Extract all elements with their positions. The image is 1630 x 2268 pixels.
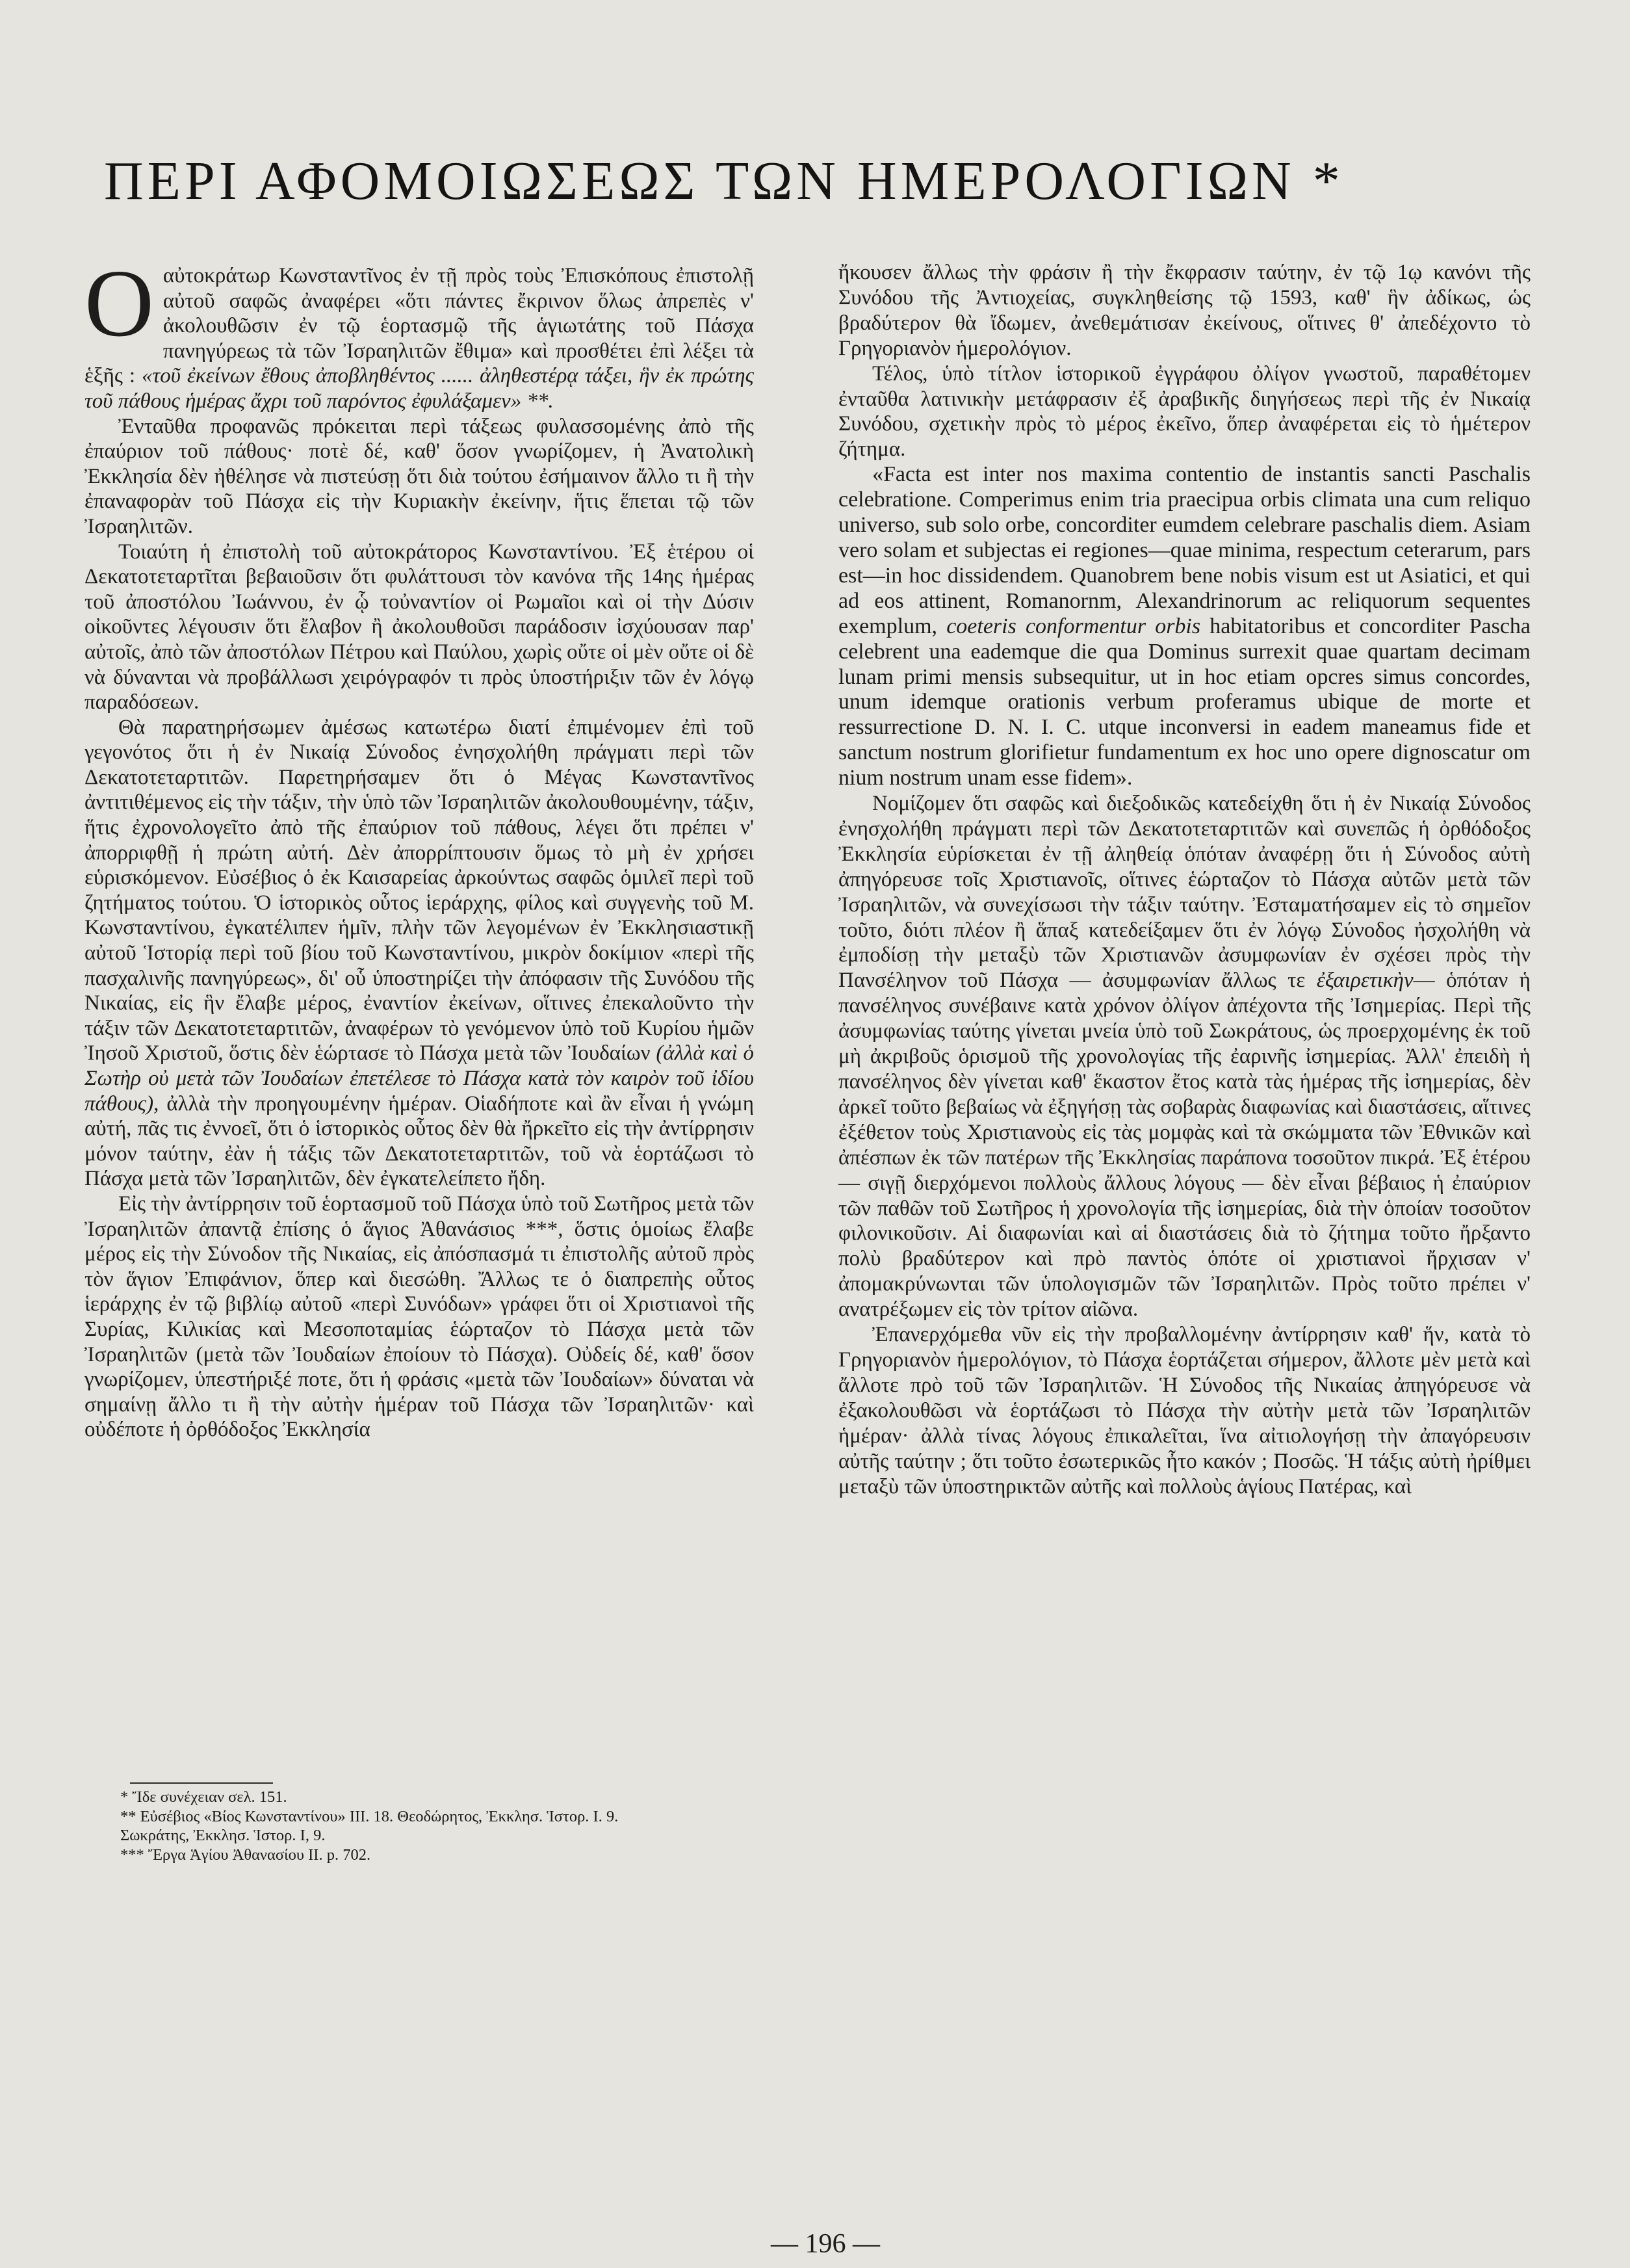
latin-text: «Facta est inter nos maxima contentio de instantis sancti Paschalis celebratione. Comperimus enim tria praecipua orbis climata una cum reliquo universo, sub solo orbe, concorditer eumdem celebrare paschalis diem. Asiam vero solam et subjectas ei regiones—quae minima, respectum ceterarum, pars est—in hoc dissidendem. Quanobrem bene nobis visum est ut Asiatici, et qui ad eos attinent, Romanornm, Alexandrinorum ac reliquorum sequentes exemplum, (838, 462, 1531, 638)
footnote: * Ἴδε συνέχειαν σελ. 151. (120, 1788, 287, 1806)
paragraph-text: — ὁπόταν ἡ πανσέληνος συνέβαινε κατὰ χρόνον ὀλίγον ἀπέχοντα τῆς Ἰσημερίας. Περὶ τῆς ἀσυμφωνίας ταύτης γίνεται μνεία ὑπὸ τοῦ Σωκράτους, ὡς προερχομένης ἐκ τοῦ μὴ ἀκριβοῦς ὁρισμοῦ τῆς χρονολογίας τῆς ἐαρινῆς ἰσημερίας. Ἀλλ' ἐπειδὴ ἡ πανσέληνος δὲν γίνεται καθ' ἕκαστον ἔτος κατὰ τὰς ἡμέρας τῆς ἰσημερίας, δὲν ἀρκεῖ τοῦτο βεβαίως νὰ ἐξηγήσῃ τὰς σοβαρὰς διαφωνίας καὶ διαστάσεις, αἵτινες ἐξέθετον τοὺς Χριστιανοὺς εἰς τὰς μομφὰς καὶ τὰ σκώμματα τῶν Ἐθνικῶν καὶ ἀπέσπων ἐκ τῶν πατέρων τῆς Ἐκκλησίας παράπονα τοσοῦτον πικρά. Ἐξ ἑτέρου — σιγῇ διερχόμενοι πολλοὺς ἄλλους λόγους — δὲν εἶναι βέβαιος ἡ ἐπαύριον τῶν παθῶν τοῦ Σωτῆρος ἡ χρονολογία τῆς ἰσημερίας, διὰ τὴν ὁποίαν τοσοῦτον φιλονικοῦσιν. Αἱ διαφωνίαι καὶ αἱ διαστάσεις διὰ τὸ ζήτημα τοῦτο ἤρξαντο πολὺ βραδύτερον καὶ πρὸ παντὸς ὁπότε οἱ χριστιανοὶ ἤρχισαν ν' ἀπομακρύνωνται τῶν ὑπολογισμῶν τῶν Ἰσραηλιτῶν. Πρὸς τοῦτο πρέπει ν' ανατρέξωμεν εἰς τὸν τρίτον αἰῶνα. (838, 969, 1531, 1322)
paragraph: Εἰς τὴν ἀντίρρησιν τοῦ ἑορτασμοῦ τοῦ Πάσχα ὑπὸ τοῦ Σωτῆρος μετὰ τῶν Ἰσραηλιτῶν ἀπαντᾷ ἐπίσης ὁ ἅγιος Ἀθανάσιος ***, ὅστις ὁμοίως ἔλαβε μέρος εἰς τὴν Σύνοδον τῆς Νικαίας, εἰς ἀπόσπασμά τι ἐπιστολῆς αὐτοῦ πρὸς τὸν ἅγιον Ἐπιφάνιον, ὅπερ καὶ διεσώθη. Ἄλλως τε ὁ διαπρεπὴς οὗτος ἱεράρχης ἐν τῷ βιβλίῳ αὐτοῦ «περὶ Συνόδων» γράφει ὅτι οἱ Χριστιανοὶ τῆς Συρίας, Κιλικίας καὶ Μεσοποταμίας ἑώρταζον τὸ Πάσχα μετὰ τῶν Ἰσραηλιτῶν (μετὰ τῶν Ἰουδαίων ἐποίουν τὸ Πάσχα). Οὐδείς δέ, καθ' ὅσον γνωρίζομεν, ὑπεστήριξέ ποτε, ὅτι ἡ φράσις «μετὰ τῶν Ἰουδαίων» δύναται νὰ σημαίνῃ ἄλλο τι ἢ τὴν αὐτὴν ἡμέραν τοῦ Πάσχα τῶν Ἰσραηλιτῶν· καὶ οὐδέποτε ἡ ὀρθόδοξος Ἐκκλησία (84, 1192, 754, 1442)
left-column (84, 250, 755, 1442)
article-title: ΠΕΡΙ ΑΦΟΜΟΙΩΣΕΩΣ ΤΩΝ ΗΜΕΡΟΛΟΓΙΩΝ * (104, 151, 1344, 211)
latin-quotation (838, 462, 1531, 791)
paragraph (838, 791, 1531, 1322)
paragraph (84, 715, 754, 1192)
paragraph-text: Θὰ παρατηρήσωμεν ἀμέσως κατωτέρω διατί ἐπιμένομεν ἐπὶ τοῦ γεγονότος ὅτι ἡ ἐν Νικαίᾳ Σύνοδος ἐνησχολήθη πράγματι περὶ τῶν Δεκατοτεταρτιτῶν. Παρετηρήσαμεν ὅτι ὁ Μέγας Κωνσταντῖνος ἀντιτιθέμενος εἰς τὴν τάξιν, τὴν ὑπὸ τῶν Ἰσραηλιτῶν ἀκολουθουμένην, τάξιν, ἥτις ἐχρονολογεῖτο ἀπὸ τῆς ἐπαύριον τοῦ πάθους, λέγει ὅτι πρέπει ν' ἀπορριφθῇ ἡ πρώτη αὐτή. Δὲν ἀπορρίπτουσιν ὅμως τὸ μὴ ἐν χρήσει εὑρισκόμενον. Εὐσέβιος ὁ ἐκ Καισαρείας ἀρκούντως σαφῶς ὁμιλεῖ περὶ τοῦ ζητήματος τούτου. Ὁ ἱστορικὸς οὗτος ἱεράρχης, φίλος καὶ συγγενὴς τοῦ Μ. Κωνσταντίνου, ἐγκατέλιπεν ἡμῖν, πλὴν τῶν λεγομένων ἐν Ἐκκλησιαστικῇ αὐτοῦ Ἱστορίᾳ περὶ τοῦ βίου τοῦ Κωνσταντίνου, μικρὸν δοκίμιον «περὶ τῆς πασχαλινῆς πανηγύρεως», δι' οὗ ὑποστηρίζει τὴν ἀπόφασιν τῆς Συνόδου τῆς Νικαίας, εἰς ἣν ἔλαβε μέρος, ἐναντίον ἐκείνων, οἵτινες ἐπεκαλοῦντο τὴν τάξιν τῶν Δεκατοτεταρτιτῶν, ἀναφέρων τὸ γενόμενον ὑπὸ τοῦ Κυρίου ἡμῶν Ἰησοῦ Χριστοῦ, ὅστις δὲν ἑώρτασε τὸ Πάσχα μετὰ τῶν Ἰουδαίων (84, 715, 754, 1065)
paragraph (84, 250, 755, 414)
latin-text: habitatoribus et concorditer Pascha celebrent una eademque die qua Dominus surrexit quae quartam decimam lunam primi mensis subsequitur, ut in hoc etiam opcres simus concordes, unum idemque orationis verbum proferamus ubique de morte et ressurrectione D. N. I. C. utque inconversi in eadem maneamus fide et sanctum nostrum glorifietur fundamentum ex hoc uno opere dignoscatur om nium nostrum unam esse fidem». (838, 614, 1531, 790)
footnote: ** Εὐσέβιος «Βίος Κωνσταντίνου» ΙΙΙ. 18. Θεοδώρητος, Ἐκκλησ. Ἱστορ. Ι. 9. Σωκράτης, Ἐκκλησ. Ἱστορ. Ι, 9. (120, 1807, 619, 1844)
italic-quote: «τοῦ ἐκείνων ἔθους ἀποβληθέντος ...... ἀληθεστέρᾳ τάξει, ἣν ἐκ πρώτης τοῦ πάθους ἡμέρας ἄχρι τοῦ παρόντος ἐφυλάξαμεν» **. (84, 364, 755, 413)
italic-word: ἐξαιρετικὴν (1316, 969, 1414, 993)
italic-quote: (ἀλλὰ καὶ ὁ Σωτὴρ οὐ μετὰ τῶν Ἰουδαίων ἐπετέλεσε τὸ Πάσχα κατὰ τὸν καιρὸν τοῦ ἰδίου πάθους), (84, 1041, 754, 1115)
paragraph: ἤκουσεν ἄλλως τὴν φράσιν ἢ τὴν ἔκφρασιν ταύτην, ἐν τῷ 1ῳ κανόνι τῆς Συνόδου τῆς Ἀντιοχείας, συγκληθείσης τῷ 1593, καθ' ἣν ἀδίκως, ὡς βραδύτερον θὰ ἴδωμεν, ἀνεθεμάτισαν ἐκείνους, οἵτινες θ' ἀπεδέχοντο τὸ Γρηγοριανὸν ἡμερολόγιον. (838, 261, 1531, 360)
footnote-divider (130, 1782, 273, 1784)
latin-italic: coeteris conformentur orbis (946, 614, 1201, 638)
footnote: *** Ἔργα Ἁγίου Ἀθανασίου ΙΙ. p. 702. (120, 1845, 371, 1864)
drop-cap: Ο (84, 250, 154, 357)
footnotes (120, 1788, 679, 1864)
right-column (838, 260, 1531, 1499)
paragraph: Ἐπανερχόμεθα νῦν εἰς τὴν προβαλλομένην ἀντίρρησιν καθ' ἥν, κατὰ τὸ Γρηγοριανὸν ἡμερολόγιον, τὸ Πάσχα ἑορτάζεται σήμερον, ἄλλοτε μὲν μετὰ καὶ ἄλλοτε πρὸ τοῦ τῶν Ἰσραηλιτῶν. Ἡ Σύνοδος τῆς Νικαίας ἀπηγόρευσε νὰ ἐξακολουθῶσι νὰ ἑορτάζωσι τὸ Πάσχα τὴν αὐτὴν μετὰ τῶν Ἰσραηλιτῶν ἡμέραν· ἀλλὰ τίνας λόγους ἐπικαλεῖται, ἵνα αἰτιολογήσῃ τὴν ἀπαγόρευσιν αὐτῆς ταύτην ; ὅτι τοῦτο ἐσωτερικῶς ἦτο κακόν ; Ποσῶς. Ἡ τάξις αὐτὴ ἠρίθμει μεταξὺ τῶν ὑποστηρικτῶν αὐτῆς καὶ πολλοὺς ἁγίους Πατέρας, καὶ (838, 1323, 1531, 1498)
page-number: — 196 — (771, 2229, 880, 2259)
paragraph-text: ἀλλὰ τὴν προηγουμένην ἡμέραν. Οἱαδήποτε καὶ ἂν εἶναι ἡ γνώμη αὐτή, πᾶς τις ἐννοεῖ, ὅτι ὁ ἱστορικὸς οὗτος δὲν θὰ ἤρκεῖτο εἰς τὴν ἀντίρρησιν μόνον ταύτην, ἐὰν ἡ τάξις τῶν Δεκατοτεταρτιτῶν, τοῦ νὰ ἑορτάζωσι τὸ Πάσχα μετὰ τῶν Ἰσραηλιτῶν, δὲν ἐγκατελείπετο ἤδη. (84, 1091, 755, 1191)
paragraph: Τοιαύτη ἡ ἐπιστολὴ τοῦ αὐτοκράτορος Κωνσταντίνου. Ἐξ ἑτέρου οἱ Δεκατοτεταρτῖται βεβαιοῦσιν ὅτι φυλάττουσι τὸν κανόνα τῆς 14ης ἡμέρας τοῦ ἀποστόλου Ἰωάννου, ἐν ᾧ τοὐναντίον οἱ Ρωμαῖοι καὶ οἱ τὴν Δύσιν οἰκοῦντες λέγουσιν ὅτι ἔλαβον ἢ ἀκολουθοῦσι παράδοσιν ἰσχύουσαν παρ' αὐτοῖς, ἀπὸ τῶν ἀποστόλων Πέτρου καὶ Παύλου, χωρὶς οὔτε οἱ μὲν οὔτε οἱ δὲ νὰ δύνανται νὰ προβάλλωσι χειρόγραφόν τι πρὸς ὑποστήριξιν τῶν ἐν λόγῳ παραδόσεων. (84, 540, 754, 714)
paragraph: Τέλος, ὑπὸ τίτλον ἱστορικοῦ ἐγγράφου ὀλίγον γνωστοῦ, παραθέτομεν ἐνταῦθα λατινικὴν μετάφρασιν ἐξ ἀραβικῆς διηγήσεως περὶ τῆς ἐν Νικαίᾳ Συνόδου, σχετικὴν πρὸς τὸ μέρος ἐκεῖνο, ὅπερ ἀναφέρεται εἰς τὸ ἡμέτερον ζήτημα. (838, 361, 1531, 462)
paragraph-text: αὐτοκράτωρ Κωνσταντῖνος ἐν τῇ πρὸς τοὺς Ἐπισκόπους ἐπιστολῇ αὐτοῦ σαφῶς ἀναφέρει «ὅτι πάντες ἔκρινον ὅλως ἀπρεπὲς ν' ἀκολουθῶσιν ἐν τῷ ἑορτασμῷ τῆς ἁγιωτάτης τοῦ Πάσχα πανηγύρεως τὰ τῶν Ἰσραηλιτῶν ἔθιμα» καὶ προσθέτει ἐπὶ λέξει τὰ ἑξῆς : (84, 264, 754, 388)
paragraph-text: Νομίζομεν ὅτι σαφῶς καὶ διεξοδικῶς κατεδείχθη ὅτι ἡ ἐν Νικαίᾳ Σύνοδος ἐνησχολήθη πράγματι περὶ τῶν Δεκατοτεταρτιτῶν καὶ συνεπῶς ἡ ὀρθόδοξος Ἐκκλησία εὑρίσκεται ἐν τῇ ἀληθείᾳ ὁπόταν ἀναφέρῃ ὅτι ἡ Σύνοδος αὐτὴ ἀπηγόρευσε τοῖς Χριστιανοῖς, οἵτινες ἑώρταζον τὸ Πάσχα αὐτῶν μετὰ τῶν Ἰσραηλιτῶν, νὰ συνεχίσωσι τὴν τάξιν ταύτην. Ἐσταματήσαμεν εἰς τὸ σημεῖον τοῦτο, διότι πλέον ἢ ἅπαξ κατεδείξαμεν ὅτι ἐν λόγῳ Σύνοδος ἠσχολήθη νὰ ἐμποδίσῃ τὴν μεταξὺ τῶν Χριστιανῶν ἀσυμφωνίαν ἐν σχέσει πρὸς τὴν Πανσέληνον τοῦ Πάσχα — ἀσυμφωνίαν ἄλλως τε (838, 792, 1531, 993)
paragraph: Ἐνταῦθα προφανῶς πρόκειται περὶ τάξεως φυλασσομένης ἀπὸ τῆς ἐπαύριον τοῦ πάθους· ποτὲ δέ, καθ' ὅσον γνωρίζομεν, ἡ Ἀνατολικὴ Ἐκκλησία δὲν ἠθέλησε νὰ πιστεύσῃ ὅτι διὰ τούτου ἐσήμαινον ἄλλο τι ἢ τὴν ἐπαναφορὰν τοῦ Πάσχα εἰς τὴν Κυριακὴν ἐκείνην, ἥτις ἕπεται τῷ τῶν Ἰσραηλιτῶν. (84, 414, 754, 538)
